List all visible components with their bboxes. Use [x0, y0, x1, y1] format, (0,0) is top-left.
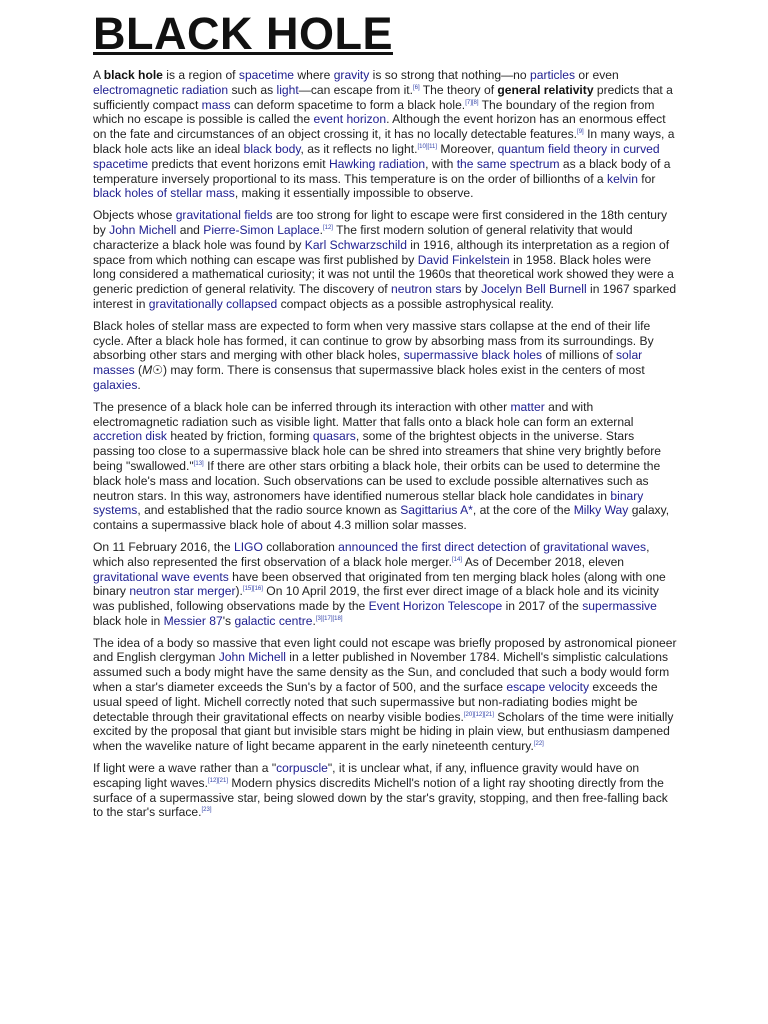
bold-term: black hole: [103, 68, 163, 82]
bold-term: general relativity: [497, 82, 594, 97]
text-run: (: [134, 363, 143, 378]
link[interactable]: supermassive black holes: [403, 348, 543, 363]
citation-ref[interactable]: [12][21]: [207, 777, 228, 784]
text-run: The presence of a black hole can be inferred through its interaction with other: [93, 399, 511, 414]
text-run: of millions of: [542, 348, 616, 363]
link[interactable]: accretion disk: [93, 429, 167, 444]
text-run: as a black body of a temperature inversely proportional to its mass. This temperature is on the order of billionths of a: [93, 156, 671, 186]
text-run: Modern physics discredits Michell's notion of a light ray shooting directly from the surface of a supermassive star, being slowed down by the star's gravity, stopping, and then free-falling back to the star's surface.: [93, 775, 668, 820]
citation-ref[interactable]: [7]: [465, 99, 472, 106]
text-run: If there are other stars orbiting a black hole, their orbits can be used to determine the black hole's mass and location. Such observations can be used to exclude possible alternatives such as neutron stars. In this way, astronomers have identified numerous stellar black hole candidates in: [93, 458, 661, 503]
article: [93, 10, 677, 827]
link[interactable]: Messier 87: [163, 613, 223, 628]
text-run: of: [526, 539, 544, 554]
link[interactable]: escape velocity: [506, 680, 590, 695]
text-run: predicts that a sufficiently compact: [93, 82, 673, 112]
citation-ref[interactable]: [15][16]: [242, 586, 263, 593]
link[interactable]: black body: [243, 141, 301, 156]
text-run: ).: [235, 584, 243, 599]
paragraph-4: [93, 400, 677, 533]
link[interactable]: Karl Schwarzschild: [304, 237, 407, 252]
link[interactable]: Jocelyn Bell Burnell: [481, 282, 587, 297]
link[interactable]: mass: [201, 97, 231, 112]
text-run: .: [319, 222, 323, 237]
text-run: —can escape from it.: [298, 82, 413, 97]
citation-ref[interactable]: [20][12][21]: [463, 711, 494, 718]
text-run: The idea of a body so massive that even light could not escape was briefly proposed by astronomical pioneer and English clergyman: [93, 635, 677, 665]
link[interactable]: announced the first direct detection: [338, 539, 527, 554]
link[interactable]: Event Horizon Telescope: [368, 599, 503, 614]
article-body: [93, 68, 677, 820]
link[interactable]: Pierre-Simon Laplace: [203, 222, 320, 237]
text-run: compact objects as a possible astrophysical reality.: [277, 296, 554, 311]
text-run: , which also represented the first observation of a black hole merger.: [93, 539, 650, 569]
text-run: and with electromagnetic radiation such as visible light. Matter that falls onto a black hole can form an external: [93, 399, 634, 429]
citation-ref[interactable]: [14]: [451, 556, 462, 563]
link[interactable]: kelvin: [607, 171, 638, 186]
text-run: .: [137, 377, 141, 392]
text-run: in 1958. Black holes were long considered a mathematical curiosity; it was not until the 1960s that theoretical work showed they were a generic prediction of general relativity. The discovery of: [93, 252, 674, 297]
link[interactable]: Milky Way: [573, 503, 629, 518]
text-run: in 1967 sparked interest in: [93, 282, 677, 311]
text-run: in 1916, although its interpretation as a region of space from which nothing can escape was first published by: [93, 237, 670, 267]
text-run: such as: [228, 82, 277, 97]
italic-symbol: M: [142, 363, 153, 378]
citation-ref[interactable]: [12]: [322, 224, 333, 231]
text-run: , some of the brightest objects in the universe. Stars passing too close to a supermassive black hole can be shred into streamers that shine very brightly before being "swallowed.": [93, 429, 662, 473]
link[interactable]: John Michell: [218, 650, 286, 665]
text-run: .: [312, 613, 316, 628]
link[interactable]: the same spectrum: [456, 156, 560, 171]
link[interactable]: gravitational waves: [543, 539, 647, 554]
text-run: ☉) may form. There is consensus that supermassive black holes exist in the centers of most: [152, 363, 645, 378]
paragraph-6: [93, 636, 677, 754]
text-run: Scholars of the time were initially excited by the proposal that giant but invisible stars might be hiding in plain view, but enthusiasm dampened when the wavelike nature of light became apparent in the early nineteenth century.: [93, 709, 674, 754]
text-run: and: [176, 222, 204, 237]
text-run: , and established that the radio source known as: [137, 503, 401, 518]
text-run: On 10 April 2019, the first ever direct image of a black hole and its vicinity was published, following observations made by the: [93, 584, 659, 614]
paragraph-1: [93, 68, 677, 201]
link[interactable]: electromagnetic radiation: [93, 82, 229, 97]
link[interactable]: gravitational fields: [175, 208, 273, 223]
text-run: collaboration: [262, 539, 339, 554]
text-run: In many ways, a black hole acts like an ideal: [93, 127, 675, 156]
text-run: Objects whose: [93, 208, 176, 223]
text-run: On 11 February 2016, the: [93, 539, 234, 554]
link[interactable]: quasars: [312, 429, 356, 444]
text-run: , making it essentially impossible to observe.: [234, 186, 474, 201]
link[interactable]: particles: [530, 68, 576, 82]
paragraph-3: [93, 319, 677, 393]
link[interactable]: neutron stars: [391, 282, 462, 297]
citation-ref[interactable]: [8]: [471, 99, 479, 106]
citation-ref[interactable]: [9]: [577, 129, 584, 136]
text-run: heated by friction, forming: [166, 429, 313, 444]
citation-ref[interactable]: [23]: [201, 807, 212, 814]
link[interactable]: spacetime: [238, 68, 295, 82]
citation-ref[interactable]: [13]: [193, 460, 204, 467]
text-run: , as it reflects no light.: [300, 141, 418, 156]
paragraph-5: [93, 540, 677, 629]
paragraph-2: [93, 208, 677, 312]
text-run: The first modern solution of general relativity that would characterize a black hole was found by: [93, 222, 633, 252]
paragraph-7: [93, 761, 677, 820]
citation-ref[interactable]: [6]: [412, 84, 420, 91]
text-run: are too strong for light to escape were first considered in the 18th century by: [93, 208, 668, 237]
text-run: ", it is unclear what, if any, influence gravity would have on escaping light waves.: [93, 761, 640, 790]
text-run: A: [93, 68, 104, 82]
citation-ref[interactable]: [22]: [533, 741, 544, 748]
link[interactable]: galactic centre: [234, 613, 313, 628]
link[interactable]: quantum field theory in curved spacetime: [93, 141, 660, 171]
link[interactable]: gravitational wave events: [93, 569, 229, 584]
link[interactable]: galaxies: [93, 377, 138, 392]
link[interactable]: light: [276, 82, 299, 97]
text-run: 's: [222, 613, 235, 628]
link[interactable]: David Finkelstein: [417, 252, 510, 267]
text-run: , with: [425, 156, 457, 171]
text-run: by: [461, 282, 482, 297]
link[interactable]: gravitationally collapsed: [148, 296, 278, 311]
text-run: is a region of: [162, 68, 239, 82]
text-run: black hole in: [93, 613, 164, 628]
text-run: have been observed that originated from ten merging black holes (along with one binary: [93, 569, 666, 599]
text-run: As of December 2018, eleven: [462, 554, 625, 569]
citation-ref[interactable]: [3][17][18]: [315, 615, 343, 622]
text-run: exceeds the usual speed of light. Michell correctly noted that such supermassive but non-radiating bodies might be detectable through their gravitational effects on nearby visible bodies.: [93, 680, 658, 724]
text-run: galaxy, contains a supermassive black hole of about 4.3 million solar masses.: [93, 503, 670, 533]
text-run: predicts that event horizons emit: [148, 156, 329, 171]
link[interactable]: John Michell: [109, 222, 177, 237]
link[interactable]: solar masses: [93, 348, 643, 378]
text-run: can deform spacetime to form a black hole.: [230, 97, 466, 112]
text-run: in 2017 of the: [502, 599, 583, 614]
text-run: is so strong that nothing—no: [369, 68, 530, 82]
text-run: The theory of: [419, 82, 498, 97]
link[interactable]: corpuscle: [276, 761, 328, 776]
link[interactable]: black holes of stellar mass: [93, 186, 235, 201]
link[interactable]: binary systems: [93, 488, 644, 518]
text-run: in a letter published in November 1784. Michell's simplistic calculations assumed such a body might have the same density as the Sun, and concluded that such a body would form when a star's diameter exceeds the Sun's by a factor of 500, and the surface: [93, 650, 670, 695]
text-run: or even: [575, 68, 619, 82]
text-run: Black holes of stellar mass are expected to form when very massive stars collapse at the end of their life cycle. After a black hole has formed, it can continue to grow by absorbing mass from its surroundings. By absorbing other stars and merging with other black holes,: [93, 318, 654, 363]
link[interactable]: LIGO: [233, 539, 263, 554]
link[interactable]: matter: [510, 399, 545, 414]
citation-ref[interactable]: [10][11]: [417, 143, 438, 150]
link[interactable]: Sagittarius A*: [400, 503, 473, 518]
link[interactable]: supermassive: [582, 599, 657, 614]
text-run: . Although the event horizon has an enormous effect on the fate and circumstances of an object crossing it, it has no locally detectable features.: [93, 112, 666, 142]
text-run: Moreover,: [437, 141, 498, 156]
link[interactable]: neutron star merger: [129, 584, 236, 599]
text-run: The boundary of the region from which no escape is possible is called the: [93, 97, 655, 127]
link[interactable]: Hawking radiation: [328, 156, 426, 171]
link[interactable]: gravity: [333, 68, 370, 82]
text-run: , at the core of the: [472, 503, 574, 518]
text-run: where: [294, 68, 334, 82]
page-title: BLACK HOLE: [93, 8, 393, 59]
link[interactable]: event horizon: [313, 112, 387, 127]
text-run: If light were a wave rather than a ": [93, 761, 277, 776]
text-run: for: [637, 171, 656, 186]
